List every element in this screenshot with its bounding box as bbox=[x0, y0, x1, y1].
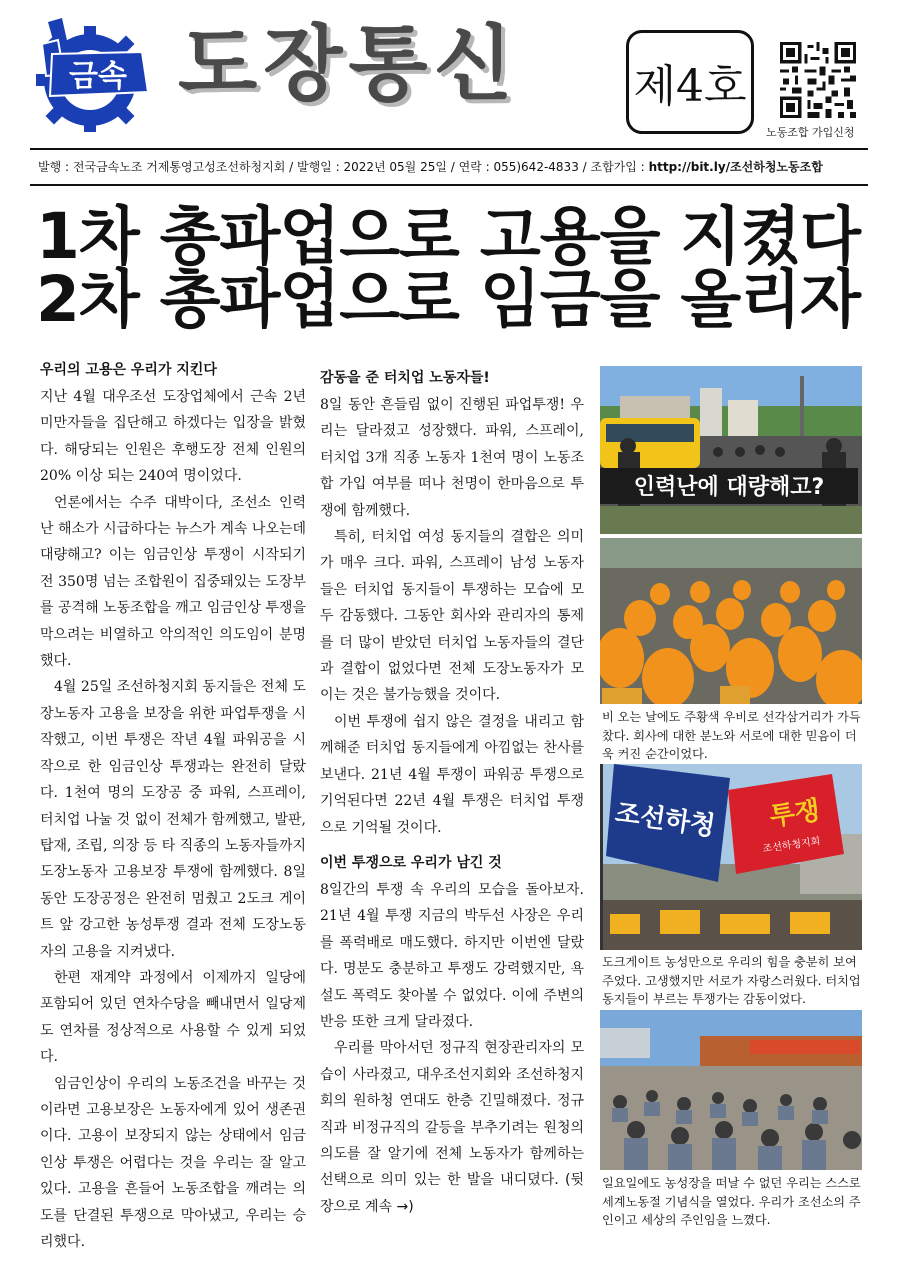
paragraph: 언론에서는 수주 대박이다, 조선소 인력난 해소가 시급하다는 뉴스가 계속 나오는데 대량해고? 이는 임금인상 투쟁이 시작되기 전 350명 넘는 조합원이 집중돼있는 도장부를 공격해 노동조합을 깨고 임금인상 투쟁을 막으려는 비열하고 악의적인 의도임이 분명했다. bbox=[40, 494, 306, 670]
paragraph: 8일간의 투쟁 속 우리의 모습을 돌아보자. 21년 4월 투쟁 지금의 박두선 사장은 우리를 폭력배로 매도했다. 하지만 이번엔 달랐다. 명분도 충분하고 투쟁도 강력했지만, 욕설도 폭력도 찾아볼 수 없었다. 이에 주변의 반응 또한 크게 달라졌다. bbox=[320, 881, 584, 1030]
photo-orange-raincoats bbox=[600, 538, 862, 704]
qr-caption: 노동조합 가입신청 bbox=[766, 126, 855, 139]
contact: 연락 : 055)642-4833 bbox=[458, 160, 579, 174]
publish-date: 발행일 : 2022년 05월 25일 bbox=[297, 160, 447, 174]
divider-top bbox=[30, 148, 868, 150]
issue-number: 제4호 bbox=[626, 30, 754, 134]
photo-seated-rally bbox=[600, 1010, 862, 1170]
join-label: 조합가입 : bbox=[590, 160, 645, 174]
publication-info bbox=[38, 158, 868, 175]
publisher: 발행 : 전국금속노조 거제통영고성조선하청지회 bbox=[38, 160, 286, 174]
separator: / bbox=[285, 160, 297, 174]
flag-left-text: 조선하청 bbox=[613, 798, 717, 842]
paragraph: 한편 재계약 과정에서 이제까지 일당에 포함되어 있던 연차수당을 빼내면서 일당제도 연차를 정상적으로 사용할 수 있게 되었다. bbox=[40, 969, 306, 1066]
photo-caption: 일요일에도 농성장을 떠날 수 없던 우리는 스스로 세계노동절 기념식을 열었다. 우리가 조선소의 주인이고 세상의 주인임을 느꼈다. bbox=[602, 1176, 861, 1228]
section-heading: 우리의 고용은 우리가 지킨다 bbox=[40, 362, 217, 378]
paragraph: 임금인상이 우리의 노동조건을 바꾸는 것이라면 고용보장은 노동자에게 있어 생존권이다. 고용이 보장되지 않는 상태에서 임금인상 투쟁은 어렵다는 것을 우리는 잘 알고 있다. 고용을 흔들어 노동조합을 깨려는 의도를 단결된 투쟁으로 막아냈고, 우리는 승리했다. bbox=[40, 1075, 306, 1250]
article-column-1 bbox=[40, 356, 306, 1255]
flag-right-subtext: 조선하청지회 bbox=[762, 836, 822, 856]
headline-line-1: 1차 총파업으로 고용을 지켰다 bbox=[36, 200, 860, 273]
paragraph: 이번 투쟁에 쉽지 않은 결정을 내리고 함께해준 터치업 동지들에게 아낌없는 찬사를 보낸다. 21년 4월 투쟁이 파워공 투쟁으로 기억된다면 22년 4월 투쟁은 터치업 투쟁으로 기억될 것이다. bbox=[320, 713, 584, 836]
paragraph: 우리를 막아서던 정규직 현장관리자의 모습이 사라졌고, 대우조선지회와 조선하청지회의 원하청 연대도 한층 긴밀해졌다. 정규직과 비정규직의 갈등을 부추기려는 원청의 의도를 잘 알기에 전체 노동자가 함께하는 선택으로 의미 있는 한 발을 내디뎠다. (뒷장으로 계속 →) bbox=[320, 1040, 584, 1215]
join-link[interactable]: http://bit.ly/조선하청노동조합 bbox=[648, 160, 823, 174]
photo-flags-dock bbox=[600, 764, 862, 950]
flag-right-text: 투쟁 bbox=[767, 795, 822, 833]
paragraph: 지난 4월 대우조선 도장업체에서 근속 2년 미만자들을 집단해고 하겠다는 입장을 밝혔다. 해당되는 인원은 후행도장 전체 인원의 20% 이상 되는 240여 명이었다. bbox=[40, 389, 306, 485]
separator: / bbox=[446, 160, 459, 174]
paragraph: 8일 동안 흔들림 없이 진행된 파업투쟁! 우리는 달라졌고 성장했다. 파워, 스프레이, 터치업 3개 직종 노동자 1천여 명이 노동조합 가입 여부를 떠나 천명이 한마음으로 투쟁에 함께했다. bbox=[320, 397, 584, 519]
protest-sign-text: 인력난에 대량해고? bbox=[633, 475, 825, 500]
newsletter-title: 도장통신 bbox=[178, 17, 519, 112]
union-logo bbox=[28, 14, 156, 134]
headline-line-2: 2차 총파업으로 임금을 올리자 bbox=[36, 263, 860, 336]
section-heading: 이번 투쟁으로 우리가 남긴 것 bbox=[320, 854, 502, 871]
divider-bottom bbox=[30, 184, 868, 186]
separator: / bbox=[578, 160, 591, 174]
paragraph: 4월 25일 조선하청지회 동지들은 전체 도장노동자 고용을 보장을 위한 파업투쟁을 시작했고, 이번 투쟁은 작년 4월 파워공을 시작으로 한 임금인상 투쟁과는 완전히 달랐다. 1천여 명의 도장공 중 파워, 스프레이, 터치업 나눌 것 없이 전체가 함께했고, 발판, 탑재, 조립, 의장 등 타 직종의 노동자들까지 도장노동자 고용보장 투쟁에 함께했다. 8일 동안 도장공정은 완전히 멈췄고 2도크 게이트 앞 강고한 농성투쟁 결과 전체 도장노동자의 고용을 지켜냈다. bbox=[40, 679, 306, 960]
continue-note: (뒷장으로 계속 →) bbox=[320, 1172, 584, 1215]
photo-protest-sign bbox=[600, 366, 862, 534]
photo-caption: 비 오는 날에도 주황색 우비로 선각삼거리가 가득 찼다. 회사에 대한 분노와 서로에 대한 믿음이 더욱 커진 순간이었다. bbox=[602, 710, 861, 762]
article-column-2 bbox=[320, 356, 584, 1220]
section-heading: 감동을 준 터치업 노동자들! bbox=[320, 370, 490, 386]
qr-code[interactable] bbox=[780, 42, 856, 118]
photo-caption: 도크게이트 농성만으로 우리의 힘을 충분히 보여주었다. 고생했지만 서로가 자랑스러웠다. 터치업 동지들이 부르는 투쟁가는 감동이었다. bbox=[602, 955, 861, 1007]
paragraph: 특히, 터치업 여성 동지들의 결합은 의미가 매우 크다. 파워, 스프레이 남성 노동자들은 터치업 동지들이 투쟁하는 모습에 모두 감동했다. 그동안 회사와 관리자의 통제를 더 많이 받았던 터치업 노동자들의 결단과 결합이 없었다면 전체 도장노동자가 모이는 것은 불가능했을 것이다. bbox=[320, 529, 584, 704]
logo-text: 금속 bbox=[69, 59, 127, 94]
